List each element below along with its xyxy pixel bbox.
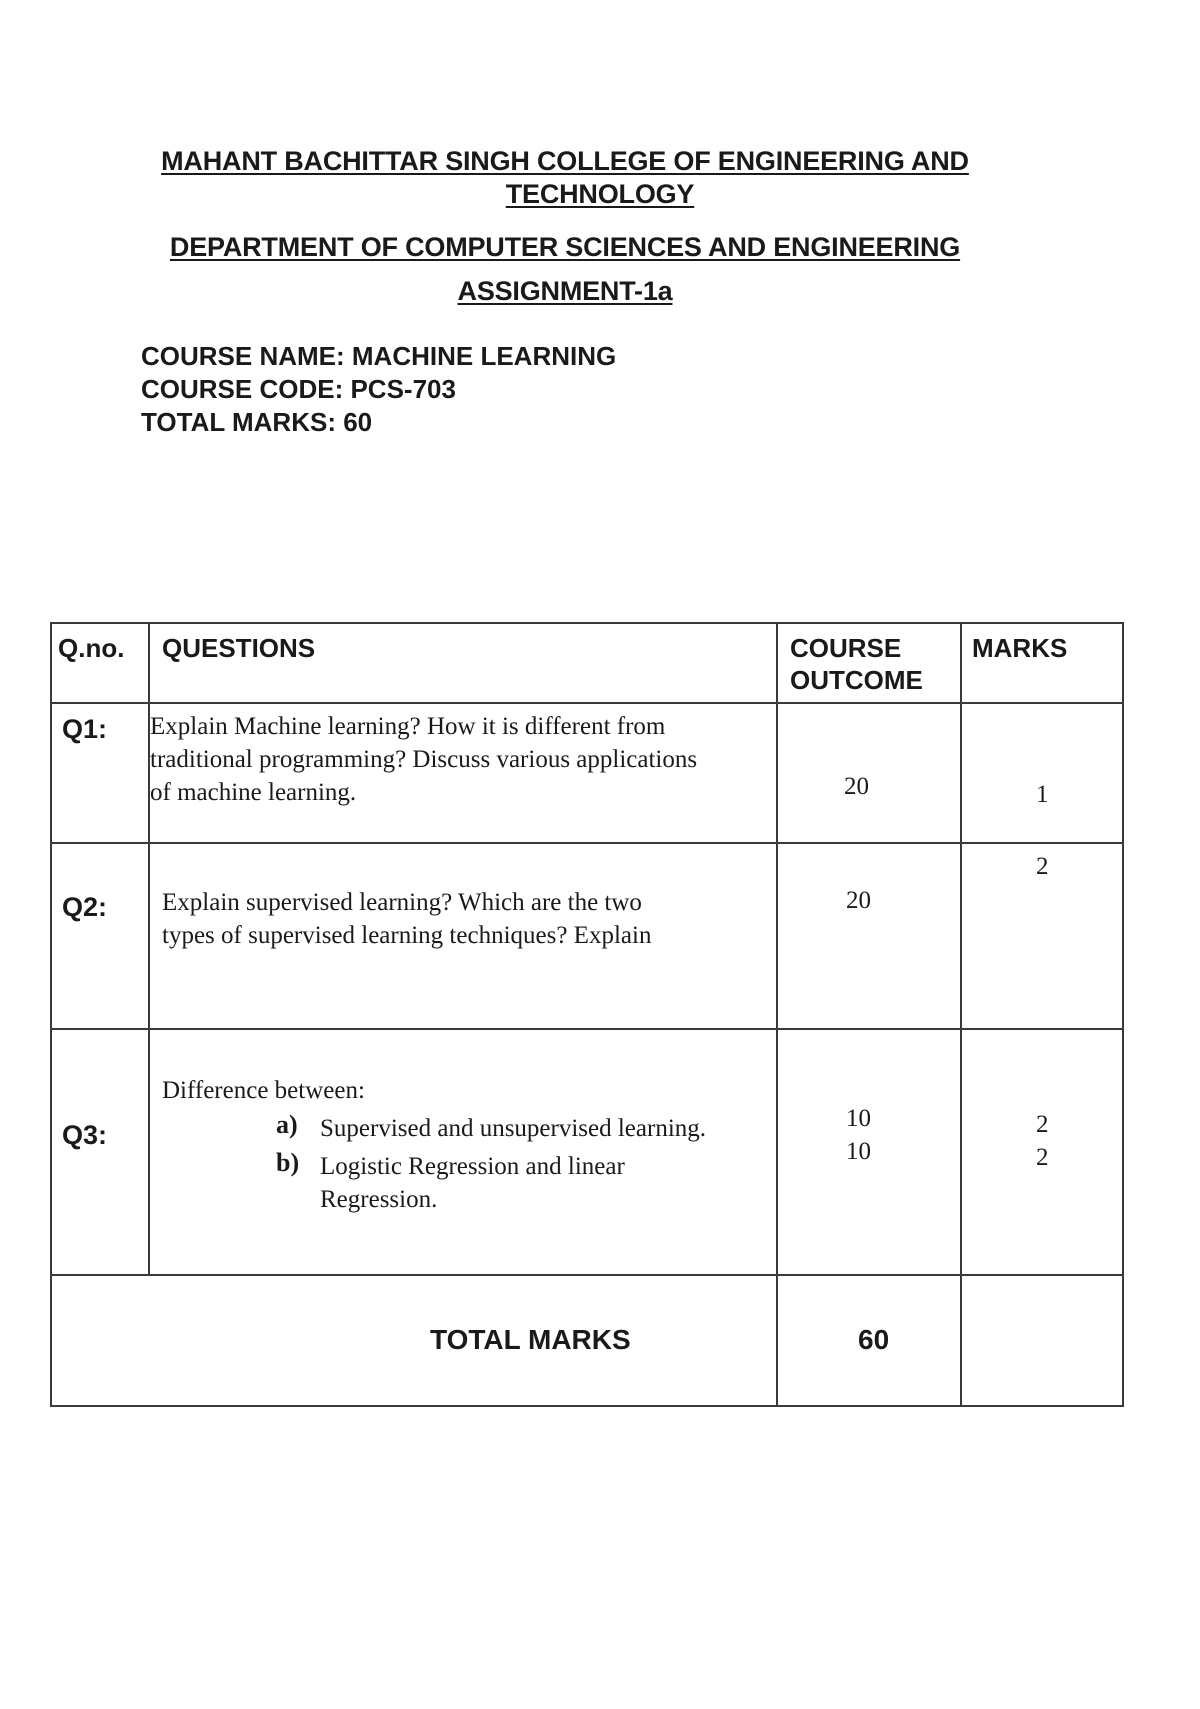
table-border-top [50,622,1124,624]
q1-text-line1: Explain Machine learning? How it is different from [150,713,666,740]
table-row-divider [50,842,1124,844]
q2-outcome: 20 [846,887,871,914]
department-title: DEPARTMENT OF COMPUTER SCIENCES AND ENGINEERING [169,232,961,262]
questions-table [50,622,1124,1407]
course-name: COURSE NAME: MACHINE LEARNING [141,341,617,371]
total-marks-value: 60 [858,1324,890,1355]
q2-text-line2: types of supervised learning techniques? Explain [162,922,652,949]
course-code: COURSE CODE: PCS-703 [141,374,456,404]
table-row-divider [50,1274,1124,1276]
q3-marks-a: 2 [1036,1111,1049,1138]
header-qno: Q.no. [58,633,125,663]
q3-part-b-text-line2: Regression. [320,1186,438,1213]
table-col-divider [960,622,962,1407]
table-col-divider [776,622,778,1407]
q2-marks: 2 [1036,853,1049,880]
table-row-divider [50,1028,1124,1030]
q3-intro: Difference between: [162,1077,365,1104]
q2-number: Q2: [62,892,108,922]
q3-number: Q3: [62,1120,108,1150]
assignment-title: ASSIGNMENT-1a [457,276,673,306]
table-border-right [1122,622,1124,1407]
q3-part-a-label: a) [276,1110,298,1139]
q3-outcome-b: 10 [846,1138,871,1165]
q3-part-b-text-line1: Logistic Regression and linear [320,1153,625,1180]
q3-part-b-label: b) [276,1148,300,1177]
q3-part-a-text: Supervised and unsupervised learning. [320,1115,707,1142]
total-marks-label: TOTAL MARKS [430,1324,631,1355]
header-outcome-line2: OUTCOME [790,665,923,695]
header-marks: MARKS [972,633,1068,663]
q1-outcome: 20 [844,773,869,800]
college-name-line1: MAHANT BACHITTAR SINGH COLLEGE OF ENGINEERING AND [161,146,969,176]
q1-text-line3: of machine learning. [150,779,357,806]
q3-outcome-a: 10 [846,1105,871,1132]
q3-marks-b: 2 [1036,1144,1049,1171]
q1-number: Q1: [62,714,108,744]
table-border-left [50,622,52,1407]
q1-marks: 1 [1036,781,1049,808]
header-outcome-line1: COURSE [790,633,902,663]
q2-text-line1: Explain supervised learning? Which are the two [162,889,642,916]
table-header-divider [50,702,1124,704]
college-name-line2: TECHNOLOGY [505,179,695,209]
table-border-bottom [50,1405,1124,1407]
header-questions: QUESTIONS [162,633,316,663]
q1-text-line2: traditional programming? Discuss various applications [150,746,698,773]
course-total-marks: TOTAL MARKS: 60 [141,407,373,437]
